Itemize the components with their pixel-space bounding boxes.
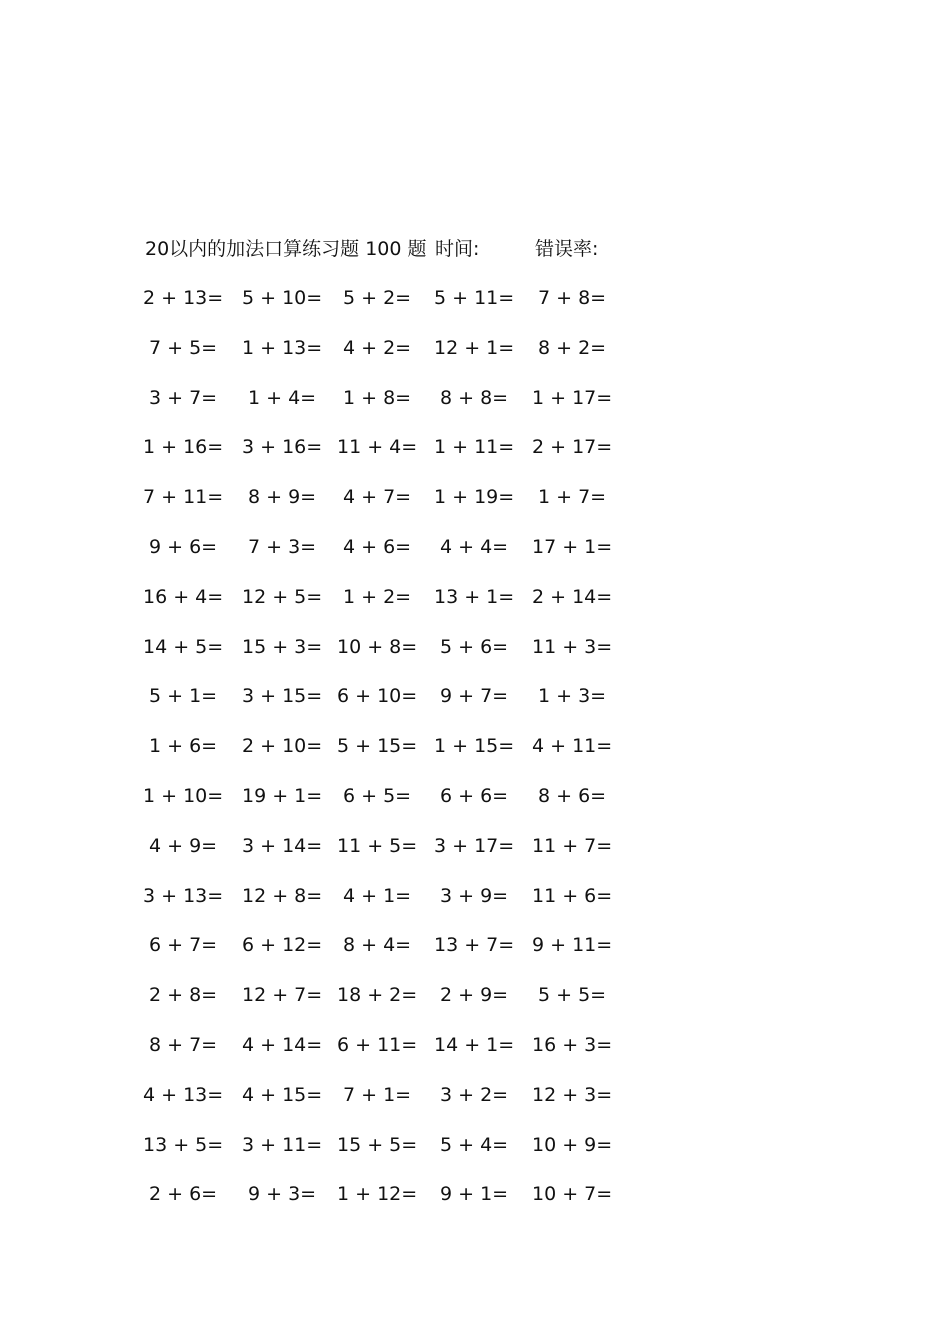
problem-item: 7 + 3= bbox=[248, 535, 317, 558]
problem-row bbox=[0, 634, 700, 684]
problem-item: 1 + 12= bbox=[337, 1183, 418, 1206]
problem-item: 9 + 1= bbox=[440, 1183, 509, 1206]
problem-grid bbox=[0, 285, 700, 1231]
problem-item: 3 + 14= bbox=[242, 834, 323, 857]
problem-item: 4 + 1= bbox=[343, 884, 412, 907]
problem-item: 4 + 11= bbox=[532, 735, 613, 758]
problem-item: 12 + 1= bbox=[434, 336, 515, 359]
problem-item: 1 + 8= bbox=[343, 386, 412, 409]
problem-row bbox=[0, 335, 700, 385]
problem-item: 1 + 4= bbox=[248, 386, 317, 409]
problem-row bbox=[0, 1132, 700, 1182]
problem-item: 14 + 1= bbox=[434, 1033, 515, 1056]
problem-item: 4 + 7= bbox=[343, 486, 412, 509]
problem-item: 2 + 10= bbox=[242, 735, 323, 758]
problem-item: 2 + 14= bbox=[532, 585, 613, 608]
problem-row bbox=[0, 883, 700, 933]
problem-item: 4 + 13= bbox=[143, 1083, 224, 1106]
problem-item: 1 + 3= bbox=[538, 685, 607, 708]
problem-item: 11 + 3= bbox=[532, 635, 613, 658]
problem-item: 13 + 5= bbox=[143, 1133, 224, 1156]
problem-item: 12 + 5= bbox=[242, 585, 323, 608]
problem-item: 4 + 15= bbox=[242, 1083, 323, 1106]
problem-item: 15 + 3= bbox=[242, 635, 323, 658]
problem-item: 5 + 2= bbox=[343, 287, 412, 309]
problem-item: 8 + 7= bbox=[149, 1033, 218, 1056]
problem-item: 1 + 17= bbox=[532, 386, 613, 409]
worksheet-title: 20以内的加法口算练习题 100 题 bbox=[145, 238, 427, 260]
problem-item: 8 + 2= bbox=[538, 336, 607, 359]
problem-item: 1 + 11= bbox=[434, 436, 515, 459]
problem-item: 2 + 6= bbox=[149, 1183, 218, 1206]
problem-row bbox=[0, 833, 700, 883]
problem-item: 10 + 9= bbox=[532, 1133, 613, 1156]
problem-item: 16 + 3= bbox=[532, 1033, 613, 1056]
problem-item: 12 + 3= bbox=[532, 1083, 613, 1106]
problem-row bbox=[0, 1181, 700, 1231]
problem-item: 11 + 5= bbox=[337, 834, 418, 857]
problem-item: 11 + 7= bbox=[532, 834, 613, 857]
problem-row bbox=[0, 733, 700, 783]
problem-item: 13 + 7= bbox=[434, 934, 515, 957]
problem-item: 3 + 7= bbox=[149, 386, 218, 409]
problem-row bbox=[0, 584, 700, 634]
problem-row bbox=[0, 932, 700, 982]
problem-item: 11 + 4= bbox=[337, 436, 418, 459]
problem-item: 17 + 1= bbox=[532, 535, 613, 558]
problem-item: 8 + 9= bbox=[248, 486, 317, 509]
problem-item: 12 + 7= bbox=[242, 984, 323, 1007]
problem-item: 6 + 12= bbox=[242, 934, 323, 957]
problem-item: 1 + 7= bbox=[538, 486, 607, 509]
problem-item: 6 + 5= bbox=[343, 784, 412, 807]
problem-item: 11 + 6= bbox=[532, 884, 613, 907]
problem-item: 9 + 6= bbox=[149, 535, 218, 558]
problem-row bbox=[0, 1032, 700, 1082]
problem-item: 3 + 11= bbox=[242, 1133, 323, 1156]
problem-row bbox=[0, 484, 700, 534]
problem-item: 8 + 6= bbox=[538, 784, 607, 807]
problem-item: 6 + 10= bbox=[337, 685, 418, 708]
problem-item: 3 + 9= bbox=[440, 884, 509, 907]
problem-item: 2 + 17= bbox=[532, 436, 613, 459]
problem-item: 7 + 1= bbox=[343, 1083, 412, 1106]
problem-item: 4 + 6= bbox=[343, 535, 412, 558]
problem-item: 6 + 6= bbox=[440, 784, 509, 807]
problem-row bbox=[0, 434, 700, 484]
problem-item: 4 + 9= bbox=[149, 834, 218, 857]
problem-item: 5 + 5= bbox=[538, 984, 607, 1007]
problem-item: 3 + 2= bbox=[440, 1083, 509, 1106]
problem-row bbox=[0, 385, 700, 435]
problem-item: 2 + 9= bbox=[440, 984, 509, 1007]
problem-item: 10 + 7= bbox=[532, 1183, 613, 1206]
problem-row bbox=[0, 982, 700, 1032]
problem-item: 1 + 15= bbox=[434, 735, 515, 758]
problem-item: 7 + 8= bbox=[538, 287, 607, 309]
error-rate-label: 错误率: bbox=[535, 238, 599, 260]
problem-item: 5 + 15= bbox=[337, 735, 418, 758]
problem-item: 19 + 1= bbox=[242, 784, 323, 807]
problem-item: 3 + 16= bbox=[242, 436, 323, 459]
worksheet-header bbox=[145, 236, 598, 262]
problem-item: 1 + 16= bbox=[143, 436, 224, 459]
problem-item: 1 + 13= bbox=[242, 336, 323, 359]
problem-row bbox=[0, 783, 700, 833]
problem-item: 4 + 14= bbox=[242, 1033, 323, 1056]
problem-item: 7 + 5= bbox=[149, 336, 218, 359]
problem-item: 5 + 10= bbox=[242, 287, 323, 309]
problem-row bbox=[0, 1082, 700, 1132]
problem-item: 9 + 3= bbox=[248, 1183, 317, 1206]
problem-item: 9 + 11= bbox=[532, 934, 613, 957]
problem-item: 16 + 4= bbox=[143, 585, 224, 608]
problem-item: 5 + 11= bbox=[434, 287, 515, 309]
problem-item: 6 + 7= bbox=[149, 934, 218, 957]
problem-item: 15 + 5= bbox=[337, 1133, 418, 1156]
problem-item: 10 + 8= bbox=[337, 635, 418, 658]
problem-item: 18 + 2= bbox=[337, 984, 418, 1007]
problem-item: 3 + 17= bbox=[434, 834, 515, 857]
time-label: 时间: bbox=[435, 238, 480, 260]
problem-item: 3 + 13= bbox=[143, 884, 224, 907]
problem-item: 8 + 4= bbox=[343, 934, 412, 957]
problem-item: 1 + 10= bbox=[143, 784, 224, 807]
problem-item: 3 + 15= bbox=[242, 685, 323, 708]
problem-item: 5 + 1= bbox=[149, 685, 218, 708]
problem-item: 5 + 4= bbox=[440, 1133, 509, 1156]
problem-item: 4 + 2= bbox=[343, 336, 412, 359]
problem-item: 6 + 11= bbox=[337, 1033, 418, 1056]
problem-item: 4 + 4= bbox=[440, 535, 509, 558]
problem-item: 1 + 19= bbox=[434, 486, 515, 509]
problem-item: 9 + 7= bbox=[440, 685, 509, 708]
problem-row bbox=[0, 683, 700, 733]
problem-row bbox=[0, 285, 700, 335]
problem-item: 5 + 6= bbox=[440, 635, 509, 658]
problem-item: 2 + 13= bbox=[143, 287, 224, 309]
problem-item: 1 + 2= bbox=[343, 585, 412, 608]
problem-item: 13 + 1= bbox=[434, 585, 515, 608]
problem-item: 7 + 11= bbox=[143, 486, 224, 509]
problem-row bbox=[0, 534, 700, 584]
problem-item: 2 + 8= bbox=[149, 984, 218, 1007]
problem-item: 8 + 8= bbox=[440, 386, 509, 409]
problem-item: 14 + 5= bbox=[143, 635, 224, 658]
problem-item: 1 + 6= bbox=[149, 735, 218, 758]
problem-item: 12 + 8= bbox=[242, 884, 323, 907]
